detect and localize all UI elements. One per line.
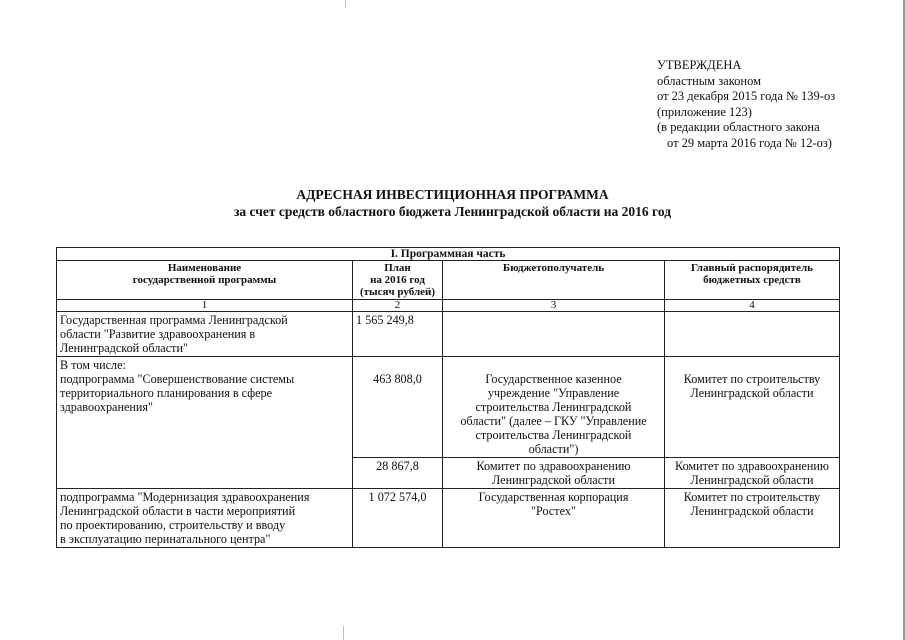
approval-line: от 23 декабря 2015 года № 139-оз	[657, 89, 836, 103]
cell-text: Комитет по строительству	[683, 490, 821, 504]
manager-cell	[665, 312, 840, 357]
document-subtitle: за счет средств областного бюджета Ленинградской области на 2016 год	[233, 204, 672, 219]
plan-cell: 463 808,0	[353, 357, 443, 458]
cell-text: подпрограмма "Совершенствование системы	[60, 372, 295, 386]
plan-cell: 1 565 249,8	[353, 312, 443, 357]
cell-text: по проектированию, строительству и вводу	[60, 518, 286, 532]
approval-line: областным законом	[657, 73, 762, 88]
plan-cell: 1 072 574,0	[353, 489, 443, 548]
header-manager	[665, 261, 840, 300]
cell-text: В том числе:	[60, 358, 126, 372]
header-plan	[353, 261, 443, 300]
cell-text: Комитет по здравоохранению	[476, 459, 631, 473]
header-text: бюджетных средств	[703, 274, 801, 286]
approval-line: УТВЕРЖДЕНА	[657, 58, 742, 72]
part-title: I. Программная часть	[57, 248, 840, 261]
recipient-cell	[443, 489, 665, 548]
approval-line: от 29 марта 2016 года № 12-оз)	[667, 135, 832, 150]
cell-text: подпрограмма "Модернизация здравоохранения	[60, 490, 310, 504]
header-program-name	[57, 261, 353, 300]
cell-text: строительства Ленинградской	[475, 400, 632, 414]
cell-text: Ленинградской области в части мероприятий	[60, 504, 296, 518]
header-text: Наименование	[167, 262, 242, 274]
manager-cell	[665, 489, 840, 548]
recipient-cell	[443, 312, 665, 357]
cell-text: Ленинградской области"	[60, 341, 188, 355]
cell-text: Государственная программа Ленинградской	[60, 313, 288, 327]
approval-line: (в редакции областного закона	[657, 120, 820, 134]
document-title: АДРЕСНАЯ ИНВЕСТИЦИОННАЯ ПРОГРАММА	[296, 187, 609, 202]
table-row	[57, 357, 840, 458]
header-text: государственной программы	[132, 274, 277, 286]
manager-cell	[665, 458, 840, 489]
header-recipient	[443, 261, 665, 300]
header-text: План	[384, 262, 411, 274]
cell-text: Ленинградской области	[690, 473, 814, 487]
recipient-cell	[443, 458, 665, 489]
header-text: (тысяч рублей)	[359, 286, 436, 298]
column-number: 3	[443, 300, 665, 312]
cell-text: области" (далее – ГКУ "Управление	[460, 414, 647, 428]
cell-text: Ленинградской области	[492, 473, 615, 487]
program-name-cell	[57, 357, 353, 489]
cell-text: строительства Ленинградской	[475, 428, 632, 442]
column-number: 2	[353, 300, 443, 312]
approval-stamp	[657, 58, 835, 151]
scan-mark-bottom	[343, 626, 344, 640]
scan-mark-top	[345, 0, 346, 8]
cell-text: территориального планирования в сфере	[60, 386, 273, 400]
table-row	[57, 489, 840, 548]
program-name-cell	[57, 312, 353, 357]
cell-text: в эксплуатацию перинатального центра"	[60, 532, 271, 546]
header-text: на 2016 год	[370, 274, 425, 286]
column-number: 1	[57, 300, 353, 312]
table-row	[57, 312, 840, 357]
header-text: Бюджетополучатель	[502, 262, 605, 274]
cell-text: Ленинградской области	[690, 386, 814, 400]
cell-text: Ленинградской области	[690, 504, 814, 518]
cell-text: здравоохранения"	[60, 400, 154, 414]
column-number: 4	[665, 300, 840, 312]
cell-text: области")	[528, 442, 579, 456]
cell-text: Комитет по строительству	[683, 372, 821, 386]
cell-text: Государственная корпорация	[478, 490, 629, 504]
cell-text: области "Развитие здравоохранения в	[60, 327, 256, 341]
column-number-row	[57, 300, 840, 312]
program-table	[56, 247, 840, 548]
manager-cell	[665, 357, 840, 458]
cell-text: Государственное казенное	[485, 372, 622, 386]
table-header-row	[57, 261, 840, 300]
table-part-row	[57, 248, 840, 261]
cell-text: учреждение "Управление	[487, 386, 620, 400]
plan-cell: 28 867,8	[353, 458, 443, 489]
cell-text: Комитет по здравоохранению	[675, 459, 829, 473]
cell-text: "Ростех"	[531, 504, 576, 518]
approval-line: (приложение 123)	[657, 104, 752, 119]
header-text: Главный распорядитель	[691, 262, 813, 274]
program-name-cell	[57, 489, 353, 548]
recipient-cell	[443, 357, 665, 458]
